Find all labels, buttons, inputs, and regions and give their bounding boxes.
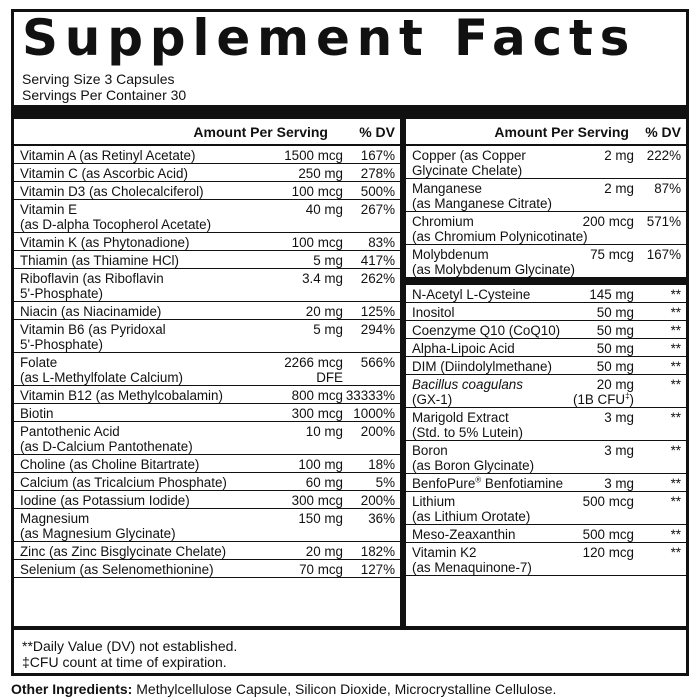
amount-value: 20 mg xyxy=(305,544,343,559)
amount-value: 3 mg xyxy=(604,443,634,458)
amount-value: 100 mcg xyxy=(291,235,343,250)
nutrient-name xyxy=(14,457,259,472)
nutrient-name-line: Vitamin D3 (as Cholecalciferol) xyxy=(20,184,204,199)
nutrient-dv: ** xyxy=(670,476,681,491)
amount-value: 3 mg xyxy=(604,410,634,425)
nutrient-row xyxy=(406,303,686,321)
footnote-cfu: ‡CFU count at time of expiration. xyxy=(22,654,227,670)
nutrient-source: (as Menaquinone-7) xyxy=(412,560,532,575)
section-divider-bar xyxy=(406,278,686,285)
nutrient-name xyxy=(14,202,259,232)
nutrient-name-line: Vitamin K2 xyxy=(412,545,477,560)
nutrient-name xyxy=(14,304,259,319)
nutrient-amount xyxy=(259,235,343,250)
nutrient-amount xyxy=(567,410,634,425)
nutrient-dv: 1000% xyxy=(353,406,395,421)
nutrient-dv: 18% xyxy=(368,457,395,472)
other-ingredients xyxy=(11,680,556,698)
nutrient-name xyxy=(14,253,259,268)
nutrient-name-line: Vitamin B6 (as Pyridoxal xyxy=(20,322,166,337)
nutrient-source: 5'-Phosphate) xyxy=(20,286,103,301)
nutrient-dv: ** xyxy=(670,410,681,425)
nutrient-amount xyxy=(259,322,343,337)
nutrient-row xyxy=(406,375,686,408)
nutrient-name-line: Vitamin A (as Retinyl Acetate) xyxy=(20,148,196,163)
nutrient-amount xyxy=(567,494,634,509)
nutrient-amount xyxy=(567,443,634,458)
nutrient-amount xyxy=(567,377,634,407)
nutrient-name-line: Bacillus coagulans xyxy=(412,377,523,392)
nutrient-name xyxy=(406,476,567,491)
nutrient-dv: 125% xyxy=(360,304,395,319)
nutrient-dv: 200% xyxy=(360,493,395,508)
nutrient-name-line: Coenzyme Q10 (CoQ10) xyxy=(412,323,561,338)
nutrient-row xyxy=(14,473,400,491)
nutrient-name-line: BenfoPure xyxy=(412,476,476,491)
amount-value: 5 mg xyxy=(313,253,343,268)
amount-value: 50 mg xyxy=(596,305,634,320)
nutrient-name-line: Magnesium xyxy=(20,511,90,526)
nutrient-amount xyxy=(259,406,343,421)
amount-value: 70 mcg xyxy=(299,562,343,577)
nutrient-name xyxy=(406,305,567,320)
nutrient-dv: ** xyxy=(670,341,681,356)
other-ingredients-label: Other Ingredients: xyxy=(11,681,133,697)
nutrient-source: (as L-Methylfolate Calcium) xyxy=(20,370,183,385)
nutrient-name-line: Zinc (as Zinc Bisglycinate Chelate) xyxy=(20,544,227,559)
nutrient-name-line: Vitamin C (as Ascorbic Acid) xyxy=(20,166,188,181)
nutrient-name xyxy=(14,271,259,301)
nutrient-row xyxy=(14,182,400,200)
amount-value: 50 mg xyxy=(596,323,634,338)
nutrient-name xyxy=(406,148,567,178)
nutrient-amount xyxy=(259,184,343,199)
nutrient-dv: ** xyxy=(670,545,681,560)
registered-mark: ® xyxy=(475,475,482,485)
amount-value: 75 mcg xyxy=(590,247,634,262)
nutrient-name-line: Boron xyxy=(412,443,448,458)
nutrient-row xyxy=(14,200,400,233)
amount-value: 60 mg xyxy=(305,475,343,490)
nutrient-amount xyxy=(567,214,634,229)
nutrient-source: Glycinate Chelate) xyxy=(412,163,523,178)
nutrient-dv: 294% xyxy=(360,322,395,337)
amount-value: 200 mcg xyxy=(582,214,634,229)
dv-heading: % DV xyxy=(645,123,681,140)
nutrient-name-line: Riboflavin (as Riboflavin xyxy=(20,271,164,286)
nutrient-amount xyxy=(259,493,343,508)
nutrient-row xyxy=(14,353,400,386)
nutrient-dv: ** xyxy=(670,305,681,320)
panel-title: Supplement Facts xyxy=(22,9,637,67)
nutrient-name xyxy=(406,287,567,302)
nutrient-dv: ** xyxy=(670,359,681,374)
amount-per-serving-heading: Amount Per Serving xyxy=(193,123,328,140)
nutrient-amount xyxy=(567,476,634,491)
nutrient-name xyxy=(14,493,259,508)
nutrient-amount xyxy=(567,527,634,542)
right-nutrient-column xyxy=(406,119,686,576)
nutrient-name-line: DIM (Diindolylmethane) xyxy=(412,359,552,374)
nutrient-dv: 182% xyxy=(360,544,395,559)
nutrient-amount xyxy=(259,457,343,472)
nutrient-row xyxy=(406,339,686,357)
nutrient-row xyxy=(406,441,686,474)
nutrient-name-line: Manganese xyxy=(412,181,482,196)
nutrient-name xyxy=(14,184,259,199)
nutrient-name xyxy=(406,545,567,575)
nutrient-amount xyxy=(567,287,634,302)
nutrient-name-line: Molybdenum xyxy=(412,247,489,262)
amount-value: 20 mg xyxy=(596,377,634,392)
footnote-dv: **Daily Value (DV) not established. xyxy=(22,638,238,654)
amount-value: 2 mg xyxy=(604,148,634,163)
servings-per-container: Servings Per Container 30 xyxy=(22,87,187,103)
nutrient-row xyxy=(14,386,400,404)
nutrient-name xyxy=(14,166,259,181)
nutrient-amount xyxy=(259,511,343,526)
nutrient-name-line: Vitamin E xyxy=(20,202,78,217)
nutrient-name-suffix: Benfotiamine xyxy=(481,476,564,491)
header-thick-bar xyxy=(14,105,686,119)
nutrient-row xyxy=(14,320,400,353)
nutrient-name-line: Lithium xyxy=(412,494,456,509)
nutrient-amount xyxy=(567,323,634,338)
nutrient-dv: 566% xyxy=(360,355,395,370)
nutrient-source: (as Magnesium Glycinate) xyxy=(20,526,176,541)
amount-value: 145 mg xyxy=(589,287,634,302)
nutrient-row xyxy=(14,146,400,164)
nutrient-name xyxy=(406,443,567,473)
nutrient-name xyxy=(14,475,259,490)
nutrient-row xyxy=(14,233,400,251)
nutrient-amount xyxy=(259,544,343,559)
nutrient-name-line: Marigold Extract xyxy=(412,410,509,425)
nutrient-amount xyxy=(259,253,343,268)
nutrient-dv: 127% xyxy=(360,562,395,577)
amount-per-serving-heading: Amount Per Serving xyxy=(494,123,629,140)
nutrient-row xyxy=(406,525,686,543)
nutrient-source: (GX-1) xyxy=(412,392,453,407)
nutrient-dv: 33333% xyxy=(345,388,395,403)
nutrient-row xyxy=(14,269,400,302)
nutrient-row xyxy=(406,408,686,441)
nutrient-source: (as Manganese Citrate) xyxy=(412,196,552,211)
nutrient-name xyxy=(14,406,259,421)
amount-unit: (1B CFU xyxy=(572,392,626,407)
nutrient-source: (as Molybdenum Glycinate) xyxy=(412,262,575,277)
nutrient-dv: 5% xyxy=(375,475,395,490)
nutrient-amount xyxy=(567,545,634,560)
nutrient-dv: 500% xyxy=(360,184,395,199)
amount-value: 10 mg xyxy=(305,424,343,439)
nutrient-name-line: Alpha-Lipoic Acid xyxy=(412,341,515,356)
amount-value: 500 mcg xyxy=(582,494,634,509)
nutrient-name xyxy=(406,181,567,211)
amount-value: 300 mcg xyxy=(291,493,343,508)
nutrient-dv: ** xyxy=(670,377,681,392)
nutrient-amount xyxy=(259,388,343,403)
nutrient-name xyxy=(406,410,567,440)
nutrient-row xyxy=(14,422,400,455)
nutrient-dv: 167% xyxy=(360,148,395,163)
nutrient-source: (as Chromium Polynicotinate) xyxy=(412,229,588,244)
nutrient-name-line: Choline (as Choline Bitartrate) xyxy=(20,457,200,472)
nutrient-name-line: Meso-Zeaxanthin xyxy=(412,527,516,542)
nutrient-name-line: Vitamin B12 (as Methylcobalamin) xyxy=(20,388,223,403)
nutrient-source: (Std. to 5% Lutein) xyxy=(412,425,523,440)
nutrient-row xyxy=(14,404,400,422)
amount-value: 120 mcg xyxy=(582,545,634,560)
amount-value: 2 mg xyxy=(604,181,634,196)
other-ingredients-text: Methylcellulose Capsule, Silicon Dioxide, Microcrystalline Cellulose. xyxy=(132,681,557,697)
nutrient-name-line: Pantothenic Acid xyxy=(20,424,120,439)
nutrient-name xyxy=(406,214,588,244)
amount-value: 3.4 mg xyxy=(302,271,343,286)
nutrient-dv: 83% xyxy=(368,235,395,250)
nutrient-dv: 262% xyxy=(360,271,395,286)
nutrient-name-line: Biotin xyxy=(20,406,54,421)
nutrient-dv: 200% xyxy=(360,424,395,439)
nutrient-amount xyxy=(259,424,343,439)
nutrient-amount xyxy=(259,148,343,163)
nutrient-name-line: Calcium (as Tricalcium Phosphate) xyxy=(20,475,227,490)
nutrient-name-line: Niacin (as Niacinamide) xyxy=(20,304,162,319)
nutrient-row xyxy=(406,179,686,212)
nutrient-name-line: Selenium (as Selenomethionine) xyxy=(20,562,214,577)
nutrient-source: (as D-alpha Tocopherol Acetate) xyxy=(20,217,212,232)
nutrient-amount xyxy=(259,166,343,181)
double-dagger-mark: ‡ xyxy=(625,391,630,401)
amount-value: 5 mg xyxy=(313,322,343,337)
amount-value: 2266 mcg xyxy=(284,355,343,370)
amount-unit-end: ) xyxy=(629,392,634,407)
nutrient-name-line: Thiamin (as Thiamine HCl) xyxy=(20,253,179,268)
amount-value: 500 mcg xyxy=(582,527,634,542)
left-nutrient-column xyxy=(14,119,400,578)
nutrient-name xyxy=(14,355,259,385)
nutrient-dv: 36% xyxy=(368,511,395,526)
nutrient-dv: ** xyxy=(670,323,681,338)
nutrient-dv: 222% xyxy=(646,148,681,163)
amount-value: 800 mcg xyxy=(291,388,343,403)
amount-value: 1500 mcg xyxy=(284,148,343,163)
amount-value: 50 mg xyxy=(596,341,634,356)
nutrient-row xyxy=(14,164,400,182)
nutrient-source: (as Boron Glycinate) xyxy=(412,458,535,473)
footer-thick-bar xyxy=(14,626,686,630)
nutrient-name xyxy=(14,322,259,352)
nutrient-amount xyxy=(259,355,343,385)
amount-value: 20 mg xyxy=(305,304,343,319)
amount-value: 50 mg xyxy=(596,359,634,374)
nutrient-amount xyxy=(259,304,343,319)
nutrient-row xyxy=(406,212,686,245)
nutrient-amount xyxy=(567,305,634,320)
nutrient-row xyxy=(14,455,400,473)
nutrient-row xyxy=(406,285,686,303)
amount-value: 300 mcg xyxy=(291,406,343,421)
amount-value: 100 mcg xyxy=(291,184,343,199)
nutrient-dv: ** xyxy=(670,494,681,509)
nutrient-dv: 571% xyxy=(646,214,681,229)
nutrient-dv: 278% xyxy=(360,166,395,181)
nutrient-source: (as Lithium Orotate) xyxy=(412,509,531,524)
nutrient-row xyxy=(14,542,400,560)
nutrient-name xyxy=(14,562,259,577)
column-header xyxy=(14,119,400,146)
nutrient-amount xyxy=(259,475,343,490)
amount-unit: DFE xyxy=(316,370,343,385)
nutrient-dv: 267% xyxy=(360,202,395,217)
nutrient-name xyxy=(406,377,567,407)
nutrient-name xyxy=(406,527,567,542)
nutrient-dv: ** xyxy=(670,443,681,458)
nutrient-row xyxy=(14,491,400,509)
nutrient-name xyxy=(14,424,259,454)
nutrient-name-line: Inositol xyxy=(412,305,455,320)
nutrient-amount xyxy=(567,359,634,374)
nutrient-dv: 87% xyxy=(654,181,681,196)
nutrient-amount xyxy=(259,562,343,577)
amount-value: 3 mg xyxy=(604,476,634,491)
nutrient-name xyxy=(406,494,567,524)
serving-size: Serving Size 3 Capsules xyxy=(22,71,175,87)
nutrient-row xyxy=(14,560,400,578)
nutrient-name xyxy=(14,544,259,559)
nutrient-source: 5'-Phosphate) xyxy=(20,337,103,352)
nutrient-name xyxy=(406,341,567,356)
nutrient-name xyxy=(406,323,567,338)
nutrient-dv: 167% xyxy=(646,247,681,262)
nutrient-name xyxy=(14,388,259,403)
nutrient-row xyxy=(406,146,686,179)
nutrient-amount xyxy=(259,271,343,286)
nutrient-amount xyxy=(567,341,634,356)
nutrient-name xyxy=(14,235,259,250)
nutrient-name-line: N-Acetyl L-Cysteine xyxy=(412,287,531,302)
nutrient-name-line: Iodine (as Potassium Iodide) xyxy=(20,493,190,508)
nutrient-dv: 417% xyxy=(360,253,395,268)
nutrient-name-line: Chromium xyxy=(412,214,474,229)
nutrient-name xyxy=(14,148,259,163)
nutrient-name xyxy=(406,359,567,374)
nutrient-row xyxy=(406,543,686,576)
nutrient-name-line: Vitamin K (as Phytonadione) xyxy=(20,235,190,250)
nutrient-row xyxy=(14,251,400,269)
nutrient-dv: ** xyxy=(670,287,681,302)
dv-heading: % DV xyxy=(359,123,395,140)
nutrient-row xyxy=(14,302,400,320)
nutrient-amount xyxy=(567,148,634,163)
nutrient-amount xyxy=(567,247,634,262)
nutrient-name-line: Copper (as Copper xyxy=(412,148,526,163)
column-header xyxy=(406,119,686,146)
nutrient-amount xyxy=(259,202,343,217)
nutrient-row xyxy=(406,245,686,278)
nutrient-row xyxy=(406,492,686,525)
amount-value: 40 mg xyxy=(305,202,343,217)
nutrient-source: (as D-Calcium Pantothenate) xyxy=(20,439,193,454)
nutrient-name xyxy=(14,511,259,541)
amount-value: 150 mg xyxy=(298,511,343,526)
nutrient-row xyxy=(406,357,686,375)
nutrient-name xyxy=(406,247,575,277)
amount-value: 250 mg xyxy=(298,166,343,181)
nutrient-row xyxy=(406,321,686,339)
nutrient-row xyxy=(406,474,686,492)
nutrient-amount xyxy=(567,181,634,196)
amount-value: 100 mg xyxy=(298,457,343,472)
nutrient-row xyxy=(14,509,400,542)
nutrient-name-line: Folate xyxy=(20,355,58,370)
nutrient-dv: ** xyxy=(670,527,681,542)
